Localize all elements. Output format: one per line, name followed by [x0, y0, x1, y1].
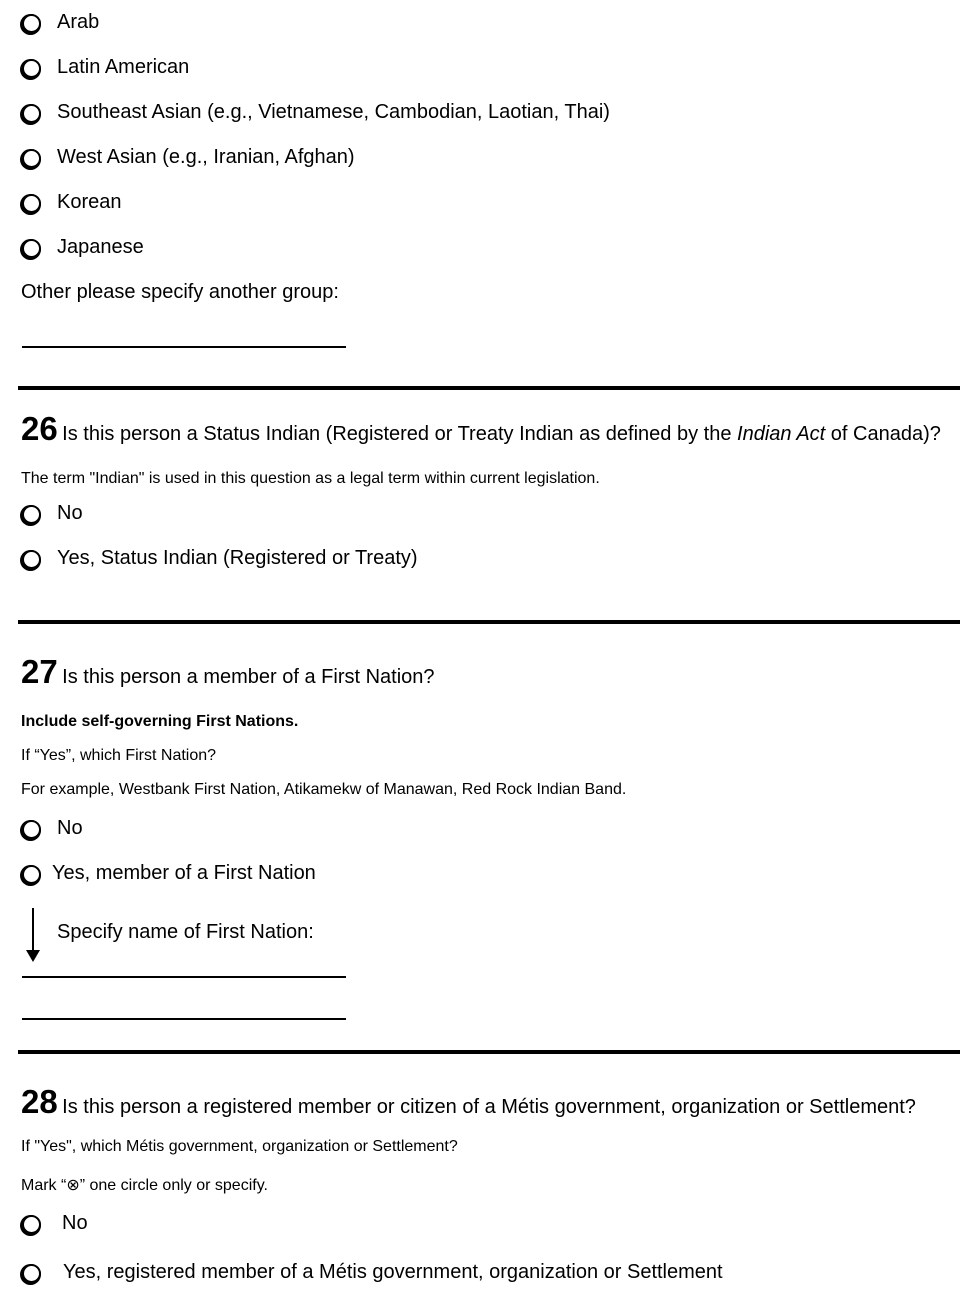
question-text: Is this person a Status Indian (Registered or Treaty Indian as defined by the Indian Act of Canada)? [62, 423, 941, 445]
option-label: No [57, 817, 83, 839]
radio-circle-icon[interactable] [22, 104, 41, 123]
radio-circle-icon[interactable] [22, 149, 41, 168]
question-27-instruction: Include self-governing First Nations. [21, 713, 299, 730]
question-28-mark-instruction: Mark “⊗” one circle only or specify. [21, 1177, 268, 1194]
section-divider [18, 386, 960, 390]
option-label: Southeast Asian (e.g., Vietnamese, Cambodian, Laotian, Thai) [57, 101, 610, 123]
arrow-head-icon [26, 950, 40, 962]
radio-circle-icon[interactable] [22, 820, 41, 839]
question-number: 28 [21, 1083, 58, 1120]
first-nation-input-line-2[interactable] [22, 1018, 346, 1020]
question-28-which: If "Yes", which Métis government, organization or Settlement? [21, 1138, 458, 1155]
question-text: Is this person a registered member or citizen of a Métis government, organization or Settlement? [62, 1096, 916, 1118]
option-label: Arab [57, 11, 100, 33]
section-divider [18, 1050, 960, 1054]
radio-circle-icon[interactable] [22, 194, 41, 213]
first-nation-input-line-1[interactable] [22, 976, 346, 978]
question-27-which: If “Yes”, which First Nation? [21, 747, 217, 764]
option-label: No [57, 502, 83, 524]
arrow-down-icon [32, 908, 34, 952]
option-label: West Asian (e.g., Iranian, Afghan) [57, 146, 355, 168]
question-26-heading [21, 410, 941, 448]
question-number: 27 [21, 653, 58, 690]
question-27-heading [21, 653, 435, 691]
radio-circle-icon[interactable] [22, 1215, 41, 1234]
other-group-input-line[interactable] [22, 346, 346, 348]
specify-first-nation-label: Specify name of First Nation: [57, 921, 314, 943]
radio-circle-icon[interactable] [22, 865, 41, 884]
radio-circle-icon[interactable] [22, 59, 41, 78]
radio-circle-icon[interactable] [22, 239, 41, 258]
option-label: Yes, registered member of a Métis government, organization or Settlement [63, 1261, 723, 1283]
option-label: Yes, Status Indian (Registered or Treaty) [57, 547, 418, 569]
other-specify-label: Other please specify another group: [21, 281, 339, 303]
radio-circle-icon[interactable] [22, 14, 41, 33]
question-text: Is this person a member of a First Nation? [62, 666, 435, 688]
radio-circle-icon[interactable] [22, 505, 41, 524]
radio-circle-icon[interactable] [22, 550, 41, 569]
option-label: No [62, 1212, 88, 1234]
option-label: Japanese [57, 236, 144, 258]
question-28-heading [21, 1083, 916, 1121]
question-27-example: For example, Westbank First Nation, Atikamekw of Manawan, Red Rock Indian Band. [21, 781, 627, 798]
option-label: Yes, member of a First Nation [52, 862, 316, 884]
option-label: Latin American [57, 56, 190, 78]
section-divider [18, 620, 960, 624]
indian-act-italic: Indian Act [737, 423, 826, 445]
question-26-note: The term "Indian" is used in this question as a legal term within current legislation. [21, 470, 600, 487]
question-number: 26 [21, 410, 58, 447]
option-label: Korean [57, 191, 122, 213]
radio-circle-icon[interactable] [22, 1264, 41, 1283]
